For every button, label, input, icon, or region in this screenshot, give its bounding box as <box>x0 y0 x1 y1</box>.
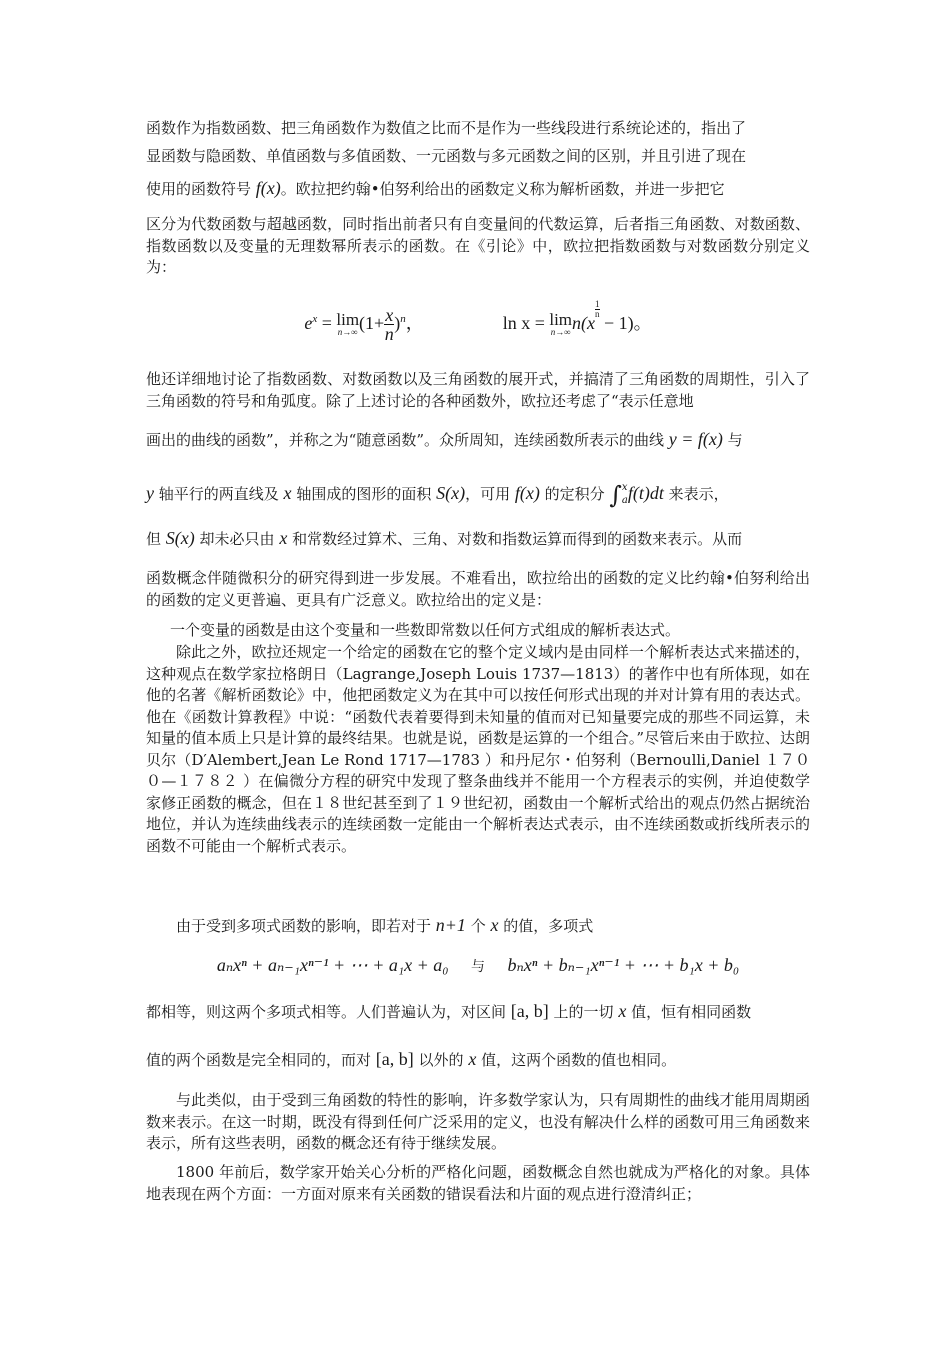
paragraph-1-line-3 <box>146 178 810 201</box>
paragraph-6-line-1 <box>146 1001 810 1024</box>
eq-body: (1+ <box>359 313 385 333</box>
math-fx: f(x) <box>514 483 540 503</box>
text-segment: 上的一切 <box>548 1003 619 1021</box>
text-segment: 画出的曲线的函数”，并称之为“随意函数”。众所周知，连续函数所表示的曲线 <box>146 431 669 449</box>
equation-exp-ln <box>146 300 810 343</box>
eq-lim: lim n→∞ <box>336 310 360 337</box>
text-segment: 个 <box>465 917 491 935</box>
math-n-plus-1: n+1 <box>435 915 466 935</box>
paragraph-4: 除此之外，欧拉还规定一个给定的函数在它的整个定义域内是由同样一个解析表达式来描述的，这种观点在数学家拉格朗日（Lagrange,Joseph Louis 1737—1813）的著作中也有所体现，如在他的名著《解析函数论》中，他把函数定义为在其中可以按任何形式出现的并对计算有用的表达式。他在《函数计算教程》中说：“函数代表着要得到未知量的值而对已知量要完成的那些不同运算，未知量的值本质上只是计算的最终结果。也就是说，函数是运算的一个组合。”尽管后来由于欧拉、达朗贝尔（D′Alembert,Jean Le Rond 1717—1783 ）和丹尼尔・伯努利（Bernoulli,Daniel １７００—１７８２ ）在偏微分方程的研究中发现了整条曲线并不能用一个方程表示的实例，并迫使数学家修正函数的概念，但在１８世纪甚至到了１９世纪初，函数由一个解析式给出的观点仍然占据统治地位，并认为连续曲线表示的连续函数一定能由一个解析表达式表示，由不连续函数或折线所表示的函数不可能由一个解析式表示。 <box>146 643 810 855</box>
text-segment: 使用的函数符号 <box>146 180 256 198</box>
paragraph-2-line-3 <box>146 429 810 452</box>
eq-e: e <box>304 313 313 333</box>
math-x: x <box>490 915 499 935</box>
text-segment: 。欧拉把约翰•伯努利给出的函数定义称为解析函数，并进一步把它 <box>280 180 725 198</box>
integral-limits: x a <box>621 482 628 506</box>
eq-e-sup: x <box>312 313 318 325</box>
paragraph-6-line-2 <box>146 1049 810 1072</box>
math-fx: f(x) <box>255 178 281 198</box>
math-y: y <box>146 483 154 503</box>
paragraph-1-line-1: 函数作为指数函数、把三角函数作为数值之比而不是作为一些线段进行系统论述的，指出了 <box>146 119 747 137</box>
text-segment: 都相等，则这两个多项式相等。人们普遍认为，对区间 <box>146 1003 511 1021</box>
poly-and: 与 <box>471 959 485 975</box>
text-segment: 却未必只由 <box>194 530 280 548</box>
math-x: x <box>468 1049 477 1069</box>
eq-body-close: ) <box>394 313 401 333</box>
paragraph-8: 1800 年前后，数学家开始关心分析的严格化问题，函数概念自然也就成为严格化的对象。具体地表现在两个方面：一方面对原来有关函数的错误看法和片面的观点进行澄清纠正； <box>146 1163 810 1203</box>
eq-ln: ln x = <box>502 313 550 333</box>
math-interval: [a, b] <box>375 1049 414 1069</box>
paragraph-7: 与此类似，由于受到三角函数的特性的影响，许多数学家认为，只有周期性的曲线才能用周期函数来表示。在这一时期，既没有得到任何广泛采用的定义，也没有解决什么样的函数可用三角函数来表示，所有这些表明，函数的概念还有待于继续发展。 <box>146 1091 810 1152</box>
text-segment: 但 <box>146 530 166 548</box>
eq-equals: = <box>317 313 337 333</box>
text-segment: 以外的 <box>413 1051 469 1069</box>
text-segment: 轴围成的图形的面积 <box>291 485 437 503</box>
equation-polynomials <box>146 955 810 976</box>
eq-comma: ， <box>405 313 424 333</box>
eq-sup-n: n <box>400 313 406 325</box>
eq-ln-body: n(x <box>572 313 596 333</box>
eq-period: 。 <box>633 313 652 333</box>
text-segment: 轴平行的两直线及 <box>154 485 284 503</box>
eq-ln-close: − 1) <box>599 313 634 333</box>
integral-sign: ∫ <box>609 481 622 509</box>
paragraph-1-line-2: 显函数与隐函数、单值函数与多值函数、一元函数与多元函数之间的区别，并且引进了现在 <box>146 147 747 165</box>
math-interval: [a, b] <box>510 1001 549 1021</box>
text-segment: 和常数经过算术、三角、对数和指数运算而得到的函数来表示。从而 <box>287 530 743 548</box>
text-segment: 的定积分 <box>539 485 610 503</box>
math-x: x <box>618 1001 627 1021</box>
paragraph-2-line-4 <box>146 481 810 507</box>
math-x: x <box>279 528 288 548</box>
math-y-fx: y = f(x) <box>668 429 723 449</box>
text-segment: 由于受到多项式函数的影响，即若对于 <box>176 917 436 935</box>
text-segment: 值的两个函数是完全相同的，而对 <box>146 1051 376 1069</box>
poly-b: bₙxⁿ + bₙ₋₁xⁿ⁻¹ + ⋯ + b₁x + b₀ <box>507 955 740 975</box>
math-x: x <box>283 483 292 503</box>
text-segment: 的值，多项式 <box>498 917 594 935</box>
eq-ln-frac: $\frac{1}{n}$ <box>595 299 600 319</box>
text-segment: 值，这两个函数的值也相同。 <box>476 1051 677 1069</box>
eq-frac: $\frac{x}{n}$ <box>384 305 394 345</box>
poly-a: aₙxⁿ + aₙ₋₁xⁿ⁻¹ + ⋯ + a₁x + a₀ <box>216 955 449 975</box>
integral-body: f(t)dt <box>627 483 664 503</box>
eq-lim-2: lim n→∞ <box>549 310 573 337</box>
text-segment: 与 <box>722 431 743 449</box>
paragraph-2-rest: 函数概念伴随微积分的研究得到进一步发展。不难看出，欧拉给出的函数的定义比约翰•伯努利给出的函数的定义更普遍、更具有广泛意义。欧拉给出的定义是： <box>146 569 810 609</box>
paragraph-3-definition: 一个变量的函数是由这个变量和一些数即常数以任何方式组成的解析表达式。 <box>170 621 681 639</box>
text-segment: 来表示， <box>663 485 729 503</box>
math-sx: S(x) <box>165 528 195 548</box>
paragraph-5 <box>146 915 810 938</box>
paragraph-2-line-5 <box>146 528 810 551</box>
text-segment: ，可用 <box>465 485 515 503</box>
math-sx: S(x) <box>436 483 466 503</box>
text-segment: 值，恒有相同函数 <box>626 1003 752 1021</box>
paragraph-1-rest: 区分为代数函数与超越函数，同时指出前者只有自变量间的代数运算，后者指三角函数、对数函数、指数函数以及变量的无理数幂所表示的函数。在《引论》中，欧拉把指数函数与对数函数分别定义为： <box>146 215 810 276</box>
paragraph-2-start: 他还详细地讨论了指数函数、对数函数以及三角函数的展开式，并搞清了三角函数的周期性，引入了三角函数的符号和角弧度。除了上述讨论的各种函数外，欧拉还考虑了“表示任意地 <box>146 370 810 410</box>
